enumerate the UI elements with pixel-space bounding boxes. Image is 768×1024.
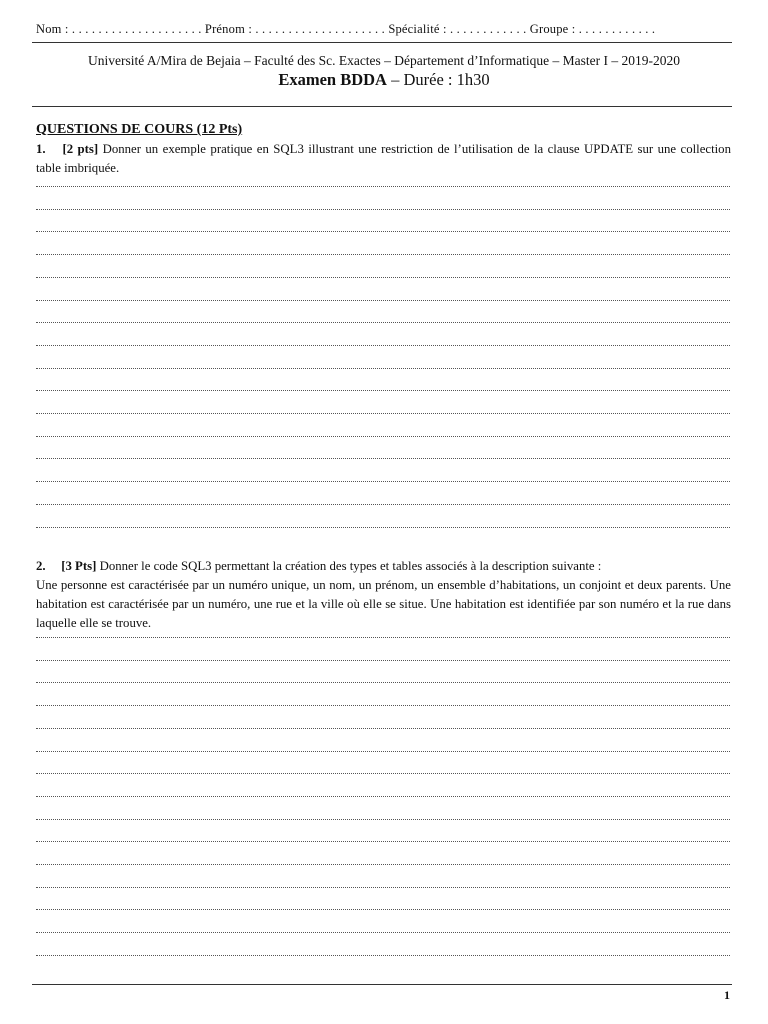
answer-line xyxy=(36,682,730,683)
answer-line xyxy=(36,322,730,323)
exam-title xyxy=(0,70,768,90)
student-identity-line: Nom : . . . . . . . . . . . . . . . . . . . . Prénom : . . . . . . . . . . . . . . . . . . . . Spécialité : . . . . . . . . . . . . Groupe : . . . . . . . . . . . . xyxy=(36,22,656,36)
question-2 xyxy=(36,557,731,576)
title-divider xyxy=(32,106,732,107)
answer-line xyxy=(36,932,730,933)
answer-line xyxy=(36,751,730,752)
question-2-text: Donner le code SQL3 permettant la création des types et tables associés à la description suivante : xyxy=(96,559,602,573)
answer-line xyxy=(36,277,730,278)
exam-duration: – Durée : 1h30 xyxy=(391,70,490,89)
answer-line xyxy=(36,660,730,661)
question-1 xyxy=(36,140,731,178)
answer-line xyxy=(36,436,730,437)
footer-divider xyxy=(32,984,732,985)
answer-line xyxy=(36,413,730,414)
page-number: 1 xyxy=(724,988,730,1002)
answer-line xyxy=(36,864,730,865)
question-2-points: [3 Pts] xyxy=(61,559,97,573)
question-2-number: 2. xyxy=(36,559,46,573)
exam-name: Examen BDDA xyxy=(278,70,387,89)
question-2-description: Une personne est caractérisée par un numéro unique, un nom, un prénom, un ensemble d’habitations, un conjoint et deux parents. Une habitation est caractérisée par un numéro, une rue et la ville où elle se situe. Une habitation est identifiée par son numéro et la rue dans laquelle elle se trouve. xyxy=(36,578,731,630)
question-1-text: Donner un exemple pratique en SQL3 illustrant une restriction de l’utilisation de la clause UPDATE sur une collection table imbriquée. xyxy=(36,142,731,175)
answer-line xyxy=(36,705,730,706)
answer-line xyxy=(36,887,730,888)
institution-line: Université A/Mira de Bejaia – Faculté des Sc. Exactes – Département d’Informatique – Master I – 2019-2020 xyxy=(88,53,680,68)
answer-line xyxy=(36,231,730,232)
answer-line xyxy=(36,819,730,820)
answer-line xyxy=(36,796,730,797)
answer-line xyxy=(36,481,730,482)
answer-line xyxy=(36,458,730,459)
header-divider xyxy=(32,42,732,43)
answer-line xyxy=(36,300,730,301)
answer-line xyxy=(36,186,730,187)
answer-line xyxy=(36,254,730,255)
question-1-points: [2 pts] xyxy=(62,142,99,156)
answer-line xyxy=(36,637,730,638)
answer-line xyxy=(36,841,730,842)
answer-line xyxy=(36,773,730,774)
answer-line xyxy=(36,527,730,528)
answer-line xyxy=(36,728,730,729)
answer-line xyxy=(36,909,730,910)
answer-line xyxy=(36,955,730,956)
section-heading: QUESTIONS DE COURS (12 Pts) xyxy=(36,122,243,137)
answer-line xyxy=(36,345,730,346)
answer-line xyxy=(36,368,730,369)
question-1-number: 1. xyxy=(36,142,46,156)
answer-line xyxy=(36,390,730,391)
answer-line xyxy=(36,209,730,210)
answer-line xyxy=(36,504,730,505)
